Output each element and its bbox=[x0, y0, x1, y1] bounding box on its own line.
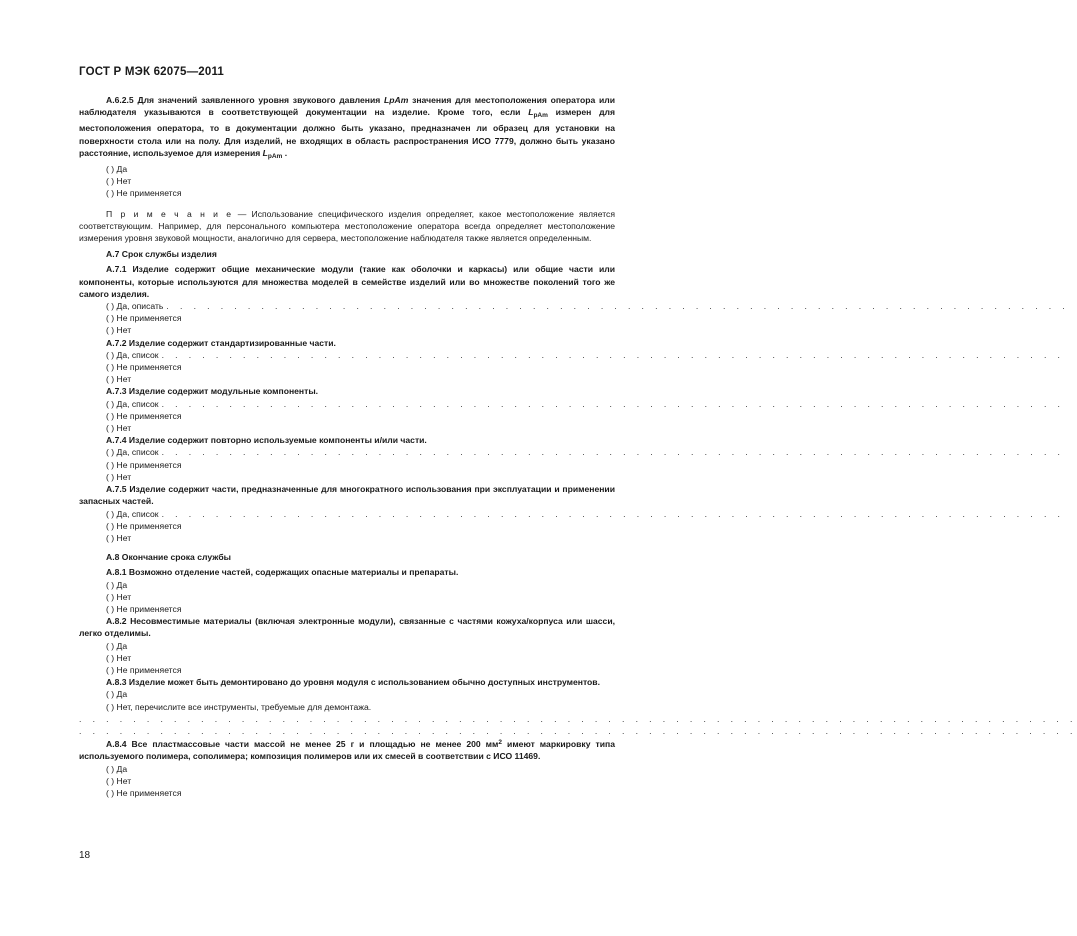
option-no[interactable]: ( ) Нет bbox=[106, 176, 132, 187]
clause-a71: А.7.1 Изделие содержит общие механические модули (такие как оболочки и каркасы) или общие части или компоненты, которые используются для множества моделей в семействе изделий или во множестве поколений того же самого изделия. bbox=[79, 264, 615, 299]
clause-a74: А.7.4 Изделие содержит повторно используемые компоненты и/или части. bbox=[106, 435, 427, 446]
option-yes[interactable]: ( ) Да bbox=[106, 164, 128, 175]
clause-a73: А.7.3 Изделие содержит модульные компоненты. bbox=[106, 386, 319, 397]
option-yes-list[interactable]: ( ) Да, список . . . . . . . . . . . . . . . . . . . . . . . . . . . . . . . . . . . . . . . . . . . . . . . . . . . . . . . . . . . . . . . . . . . bbox=[106, 398, 1065, 409]
option-yes[interactable]: ( ) Да bbox=[106, 579, 128, 590]
option-yes-describe[interactable]: ( ) Да, описать . . . . . . . . . . . . . . . . . . . . . . . . . . . . . . . . . . . . . . . . . . . . . . . . . . . . . . . . . . . . . . . . . . . bbox=[106, 301, 1070, 312]
clause-a83: А.8.3 Изделие может быть демонтировано до уровня модуля с использованием обычно доступных инструментов. bbox=[106, 677, 600, 688]
option-yes-list[interactable]: ( ) Да, список . . . . . . . . . . . . . . . . . . . . . . . . . . . . . . . . . . . . . . . . . . . . . . . . . . . . . . . . . . . . . . . . . . . bbox=[106, 447, 1065, 458]
option-yes[interactable]: ( ) Да bbox=[106, 763, 128, 774]
clause-a625: А.6.2.5 Для значений заявленного уровня звукового давления LpAm значения для местоположения оператора или наблюдателя указываются в соответствующей документации на изделие. Кроме того, если $L_{pAm}$ измерен для местоположения оператора, то в документации должно быть указано, предназначен ли образец для установки на поверхности стола или на полу. Для изделий, не входящих в область распространения ИСО 7779, должно быть указано расстояние, используемое для измерения $L_{pAm}$ . bbox=[79, 95, 615, 160]
clause-a82: А.8.2 Несовместимые материалы (включая электронные модули), связанные с частями кожуха/корпуса или шасси, легко отделимы. bbox=[79, 616, 615, 639]
option-not-applicable[interactable]: ( ) Не применяется bbox=[106, 313, 182, 324]
fill-in-line[interactable]: . . . . . . . . . . . . . . . . . . . . . . . . . . . . . . . . . . . . . . . . . . . . . . . . . . . . . . . . . . . . . . . . . . . bbox=[161, 349, 1065, 360]
option-yes[interactable]: ( ) Да bbox=[106, 640, 128, 651]
option-no[interactable]: ( ) Нет bbox=[106, 775, 132, 786]
clause-a81: А.8.1 Возможно отделение частей, содержащих опасные материалы и препараты. bbox=[106, 567, 459, 578]
note-paragraph: П р и м е ч а н и е — Использование специфического изделия определяет, какое местоположение является соответствующим. Например, для персонального компьютера местоположение оператора всегда определяет местоположение измерения уровня звуковой мощности, аналогично для сервера, местоположение наблюдателя также является определенным. bbox=[79, 208, 615, 244]
document-header: ГОСТ Р МЭК 62075—2011 bbox=[79, 66, 225, 78]
option-yes[interactable]: ( ) Да bbox=[106, 689, 128, 700]
option-yes-list[interactable]: ( ) Да, список . . . . . . . . . . . . . . . . . . . . . . . . . . . . . . . . . . . . . . . . . . . . . . . . . . . . . . . . . . . . . . . . . . . bbox=[106, 349, 1065, 360]
clause-a72: А.7.2 Изделие содержит стандартизированные части. bbox=[106, 337, 336, 348]
option-no[interactable]: ( ) Нет bbox=[106, 423, 132, 434]
fill-in-line[interactable]: . . . . . . . . . . . . . . . . . . . . . . . . . . . . . . . . . . . . . . . . . . . . . . . . . . . . . . . . . . . . . . . . . . . . . . . . . . bbox=[79, 713, 1077, 724]
option-not-applicable[interactable]: ( ) Не применяется bbox=[106, 520, 182, 531]
clause-a75: А.7.5 Изделие содержит части, предназначенные для многократного использования при эксплуатации и применении запасных частей. bbox=[79, 484, 615, 507]
option-not-applicable[interactable]: ( ) Не применяется bbox=[106, 603, 182, 614]
fill-in-line[interactable]: . . . . . . . . . . . . . . . . . . . . . . . . . . . . . . . . . . . . . . . . . . . . . . . . . . . . . . . . . . . . . . . . . . . . . . . . . . bbox=[79, 725, 1077, 736]
fill-in-line[interactable]: . . . . . . . . . . . . . . . . . . . . . . . . . . . . . . . . . . . . . . . . . . . . . . . . . . . . . . . . . . . . . . . . . . . bbox=[161, 398, 1065, 409]
section-heading-a8: А.8 Окончание срока службы bbox=[106, 552, 231, 563]
option-not-applicable[interactable]: ( ) Не применяется bbox=[106, 459, 182, 470]
option-no-list-tools[interactable]: ( ) Нет, перечислите все инструменты, требуемые для демонтажа. bbox=[106, 701, 372, 712]
option-no[interactable]: ( ) Нет bbox=[106, 652, 132, 663]
option-not-applicable[interactable]: ( ) Не применяется bbox=[106, 787, 182, 798]
option-not-applicable[interactable]: ( ) Не применяется bbox=[106, 362, 182, 373]
section-heading-a7: А.7 Срок службы изделия bbox=[106, 249, 217, 260]
option-yes-list[interactable]: ( ) Да, список . . . . . . . . . . . . . . . . . . . . . . . . . . . . . . . . . . . . . . . . . . . . . . . . . . . . . . . . . . . . . . . . . . . bbox=[106, 508, 1065, 519]
option-no[interactable]: ( ) Нет bbox=[106, 374, 132, 385]
option-no[interactable]: ( ) Нет bbox=[106, 325, 132, 336]
clause-a84: А.8.4 Все пластмассовые части массой не менее 25 г и площадью не менее 200 $мм^2$ имеют маркировку типа используемого полимера, сополимера; композиция полимеров или их смесей в соответствии с ИСО 11469. bbox=[79, 739, 615, 762]
option-not-applicable[interactable]: ( ) Не применяется bbox=[106, 410, 182, 421]
fill-in-line[interactable]: . . . . . . . . . . . . . . . . . . . . . . . . . . . . . . . . . . . . . . . . . . . . . . . . . . . . . . . . . . . . . . . . . . . bbox=[161, 508, 1065, 519]
option-no[interactable]: ( ) Нет bbox=[106, 591, 132, 602]
option-no[interactable]: ( ) Нет bbox=[106, 532, 132, 543]
document-body bbox=[79, 94, 1077, 799]
option-not-applicable[interactable]: ( ) Не применяется bbox=[106, 188, 182, 199]
fill-in-line[interactable]: . . . . . . . . . . . . . . . . . . . . . . . . . . . . . . . . . . . . . . . . . . . . . . . . . . . . . . . . . . . . . . . . . . . bbox=[161, 447, 1065, 458]
option-no[interactable]: ( ) Нет bbox=[106, 471, 132, 482]
fill-in-line[interactable]: . . . . . . . . . . . . . . . . . . . . . . . . . . . . . . . . . . . . . . . . . . . . . . . . . . . . . . . . . . . . . . . . . . . bbox=[166, 301, 1070, 312]
option-not-applicable[interactable]: ( ) Не применяется bbox=[106, 664, 182, 675]
page-number: 18 bbox=[79, 850, 91, 861]
